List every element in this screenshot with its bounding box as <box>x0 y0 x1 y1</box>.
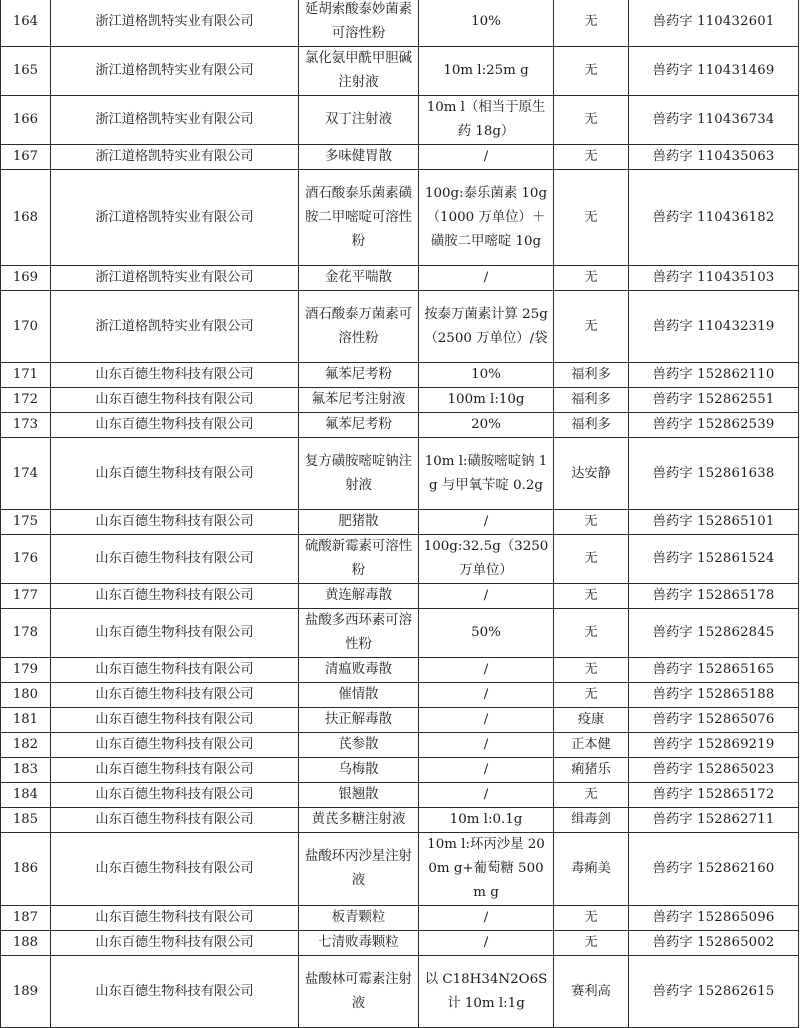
company-name: 山东百德生物科技有限公司 <box>51 510 299 535</box>
row-number: 173 <box>1 413 51 438</box>
table-row <box>1 584 799 609</box>
row-number: 177 <box>1 584 51 609</box>
company-name: 山东百德生物科技有限公司 <box>51 906 299 931</box>
table-row <box>1 266 799 291</box>
company-name: 浙江道格凯特实业有限公司 <box>51 145 299 170</box>
table-row <box>1 758 799 783</box>
product-name: 肥猪散 <box>299 510 419 535</box>
trade-name: 无 <box>554 0 629 47</box>
approval-number: 兽药字 152865101 <box>629 510 799 535</box>
row-number: 180 <box>1 683 51 708</box>
trade-name: 达安静 <box>554 438 629 510</box>
table-row <box>1 535 799 584</box>
product-name: 盐酸环丙沙星注射液 <box>299 833 419 906</box>
product-spec: 以 C18H34N2O6S 计 10m l:1g <box>419 956 554 1028</box>
product-name: 酒石酸泰乐菌素磺胺二甲嘧啶可溶性粉 <box>299 170 419 266</box>
table-row <box>1 413 799 438</box>
product-spec: 100m l:10g <box>419 388 554 413</box>
approval-number: 兽药字 152862711 <box>629 808 799 833</box>
table-row <box>1 658 799 683</box>
product-name: 催情散 <box>299 683 419 708</box>
company-name: 浙江道格凯特实业有限公司 <box>51 291 299 363</box>
table-row <box>1 906 799 931</box>
company-name: 山东百德生物科技有限公司 <box>51 683 299 708</box>
company-name: 浙江道格凯特实业有限公司 <box>51 0 299 47</box>
approval-number: 兽药字 110435063 <box>629 145 799 170</box>
row-number: 181 <box>1 708 51 733</box>
table-row <box>1 733 799 758</box>
product-name: 双丁注射液 <box>299 96 419 145</box>
company-name: 山东百德生物科技有限公司 <box>51 758 299 783</box>
product-name: 酒石酸泰万菌素可溶性粉 <box>299 291 419 363</box>
approval-number: 兽药字 152862110 <box>629 363 799 388</box>
company-name: 山东百德生物科技有限公司 <box>51 808 299 833</box>
trade-name: 无 <box>554 266 629 291</box>
table-row <box>1 47 799 96</box>
product-name: 复方磺胺嘧啶钠注射液 <box>299 438 419 510</box>
table-row <box>1 96 799 145</box>
approval-number: 兽药字 110432319 <box>629 291 799 363</box>
product-spec: / <box>419 758 554 783</box>
table-body <box>1 0 799 1028</box>
approval-number: 兽药字 110432601 <box>629 0 799 47</box>
row-number: 176 <box>1 535 51 584</box>
company-name: 浙江道格凯特实业有限公司 <box>51 96 299 145</box>
product-name: 盐酸林可霉素注射液 <box>299 956 419 1028</box>
approval-number: 兽药字 152865002 <box>629 931 799 956</box>
approval-number: 兽药字 152865178 <box>629 584 799 609</box>
product-name: 氯化氨甲酰甲胆碱注射液 <box>299 47 419 96</box>
product-spec: 10m l:环丙沙星 200m g+葡萄糖 500m g <box>419 833 554 906</box>
table-row <box>1 510 799 535</box>
trade-name: 无 <box>554 683 629 708</box>
company-name: 山东百德生物科技有限公司 <box>51 783 299 808</box>
approval-number: 兽药字 152865172 <box>629 783 799 808</box>
approval-number: 兽药字 152865076 <box>629 708 799 733</box>
approval-number: 兽药字 152865188 <box>629 683 799 708</box>
company-name: 山东百德生物科技有限公司 <box>51 584 299 609</box>
row-number: 164 <box>1 0 51 47</box>
company-name: 浙江道格凯特实业有限公司 <box>51 266 299 291</box>
product-spec: 50% <box>419 609 554 658</box>
product-name: 黄连解毒散 <box>299 584 419 609</box>
company-name: 山东百德生物科技有限公司 <box>51 658 299 683</box>
product-name: 银翘散 <box>299 783 419 808</box>
company-name: 山东百德生物科技有限公司 <box>51 438 299 510</box>
product-name: 氟苯尼考注射液 <box>299 388 419 413</box>
row-number: 174 <box>1 438 51 510</box>
trade-name: 无 <box>554 170 629 266</box>
product-name: 延胡索酸泰妙菌素可溶性粉 <box>299 0 419 47</box>
row-number: 185 <box>1 808 51 833</box>
row-number: 184 <box>1 783 51 808</box>
row-number: 175 <box>1 510 51 535</box>
product-spec: / <box>419 145 554 170</box>
trade-name: 无 <box>554 609 629 658</box>
approval-number: 兽药字 152862615 <box>629 956 799 1028</box>
company-name: 山东百德生物科技有限公司 <box>51 363 299 388</box>
approval-number: 兽药字 152865165 <box>629 658 799 683</box>
trade-name: 无 <box>554 658 629 683</box>
product-spec: 10% <box>419 363 554 388</box>
approval-number: 兽药字 110436734 <box>629 96 799 145</box>
product-name: 芪参散 <box>299 733 419 758</box>
product-name: 扶正解毒散 <box>299 708 419 733</box>
product-name: 硫酸新霉素可溶性粉 <box>299 535 419 584</box>
product-spec: 20% <box>419 413 554 438</box>
approval-number: 兽药字 110436182 <box>629 170 799 266</box>
company-name: 浙江道格凯特实业有限公司 <box>51 170 299 266</box>
row-number: 186 <box>1 833 51 906</box>
product-spec: 按泰万菌素计算 25g（2500 万单位）/袋 <box>419 291 554 363</box>
approval-number: 兽药字 152862539 <box>629 413 799 438</box>
product-spec: 10m l:磺胺嘧啶钠 1g 与甲氧苄啶 0.2g <box>419 438 554 510</box>
company-name: 山东百德生物科技有限公司 <box>51 609 299 658</box>
product-name: 板青颗粒 <box>299 906 419 931</box>
product-name: 乌梅散 <box>299 758 419 783</box>
company-name: 浙江道格凯特实业有限公司 <box>51 47 299 96</box>
approval-number: 兽药字 152861524 <box>629 535 799 584</box>
approval-number: 兽药字 152862160 <box>629 833 799 906</box>
row-number: 171 <box>1 363 51 388</box>
company-name: 山东百德生物科技有限公司 <box>51 388 299 413</box>
company-name: 山东百德生物科技有限公司 <box>51 833 299 906</box>
row-number: 165 <box>1 47 51 96</box>
approval-number: 兽药字 152865023 <box>629 758 799 783</box>
trade-name: 福利多 <box>554 413 629 438</box>
row-number: 178 <box>1 609 51 658</box>
product-name: 七清败毒颗粒 <box>299 931 419 956</box>
trade-name: 毒痢美 <box>554 833 629 906</box>
table-row <box>1 291 799 363</box>
approval-number: 兽药字 110435103 <box>629 266 799 291</box>
product-spec: / <box>419 931 554 956</box>
row-number: 167 <box>1 145 51 170</box>
table-row <box>1 170 799 266</box>
product-name: 金花平喘散 <box>299 266 419 291</box>
row-number: 169 <box>1 266 51 291</box>
company-name: 山东百德生物科技有限公司 <box>51 708 299 733</box>
trade-name: 无 <box>554 145 629 170</box>
product-name: 清瘟败毒散 <box>299 658 419 683</box>
row-number: 170 <box>1 291 51 363</box>
trade-name: 无 <box>554 510 629 535</box>
company-name: 山东百德生物科技有限公司 <box>51 931 299 956</box>
trade-name: 无 <box>554 47 629 96</box>
approval-number: 兽药字 152861638 <box>629 438 799 510</box>
row-number: 189 <box>1 956 51 1028</box>
trade-name: 福利多 <box>554 388 629 413</box>
product-name: 盐酸多西环素可溶性粉 <box>299 609 419 658</box>
product-spec: 10m l:0.1g <box>419 808 554 833</box>
table-row <box>1 145 799 170</box>
trade-name: 无 <box>554 783 629 808</box>
trade-name: 痢猪乐 <box>554 758 629 783</box>
product-spec: / <box>419 733 554 758</box>
company-name: 山东百德生物科技有限公司 <box>51 535 299 584</box>
table-row <box>1 708 799 733</box>
row-number: 187 <box>1 906 51 931</box>
company-name: 山东百德生物科技有限公司 <box>51 956 299 1028</box>
product-spec: / <box>419 906 554 931</box>
product-spec: / <box>419 783 554 808</box>
row-number: 168 <box>1 170 51 266</box>
row-number: 188 <box>1 931 51 956</box>
approval-number: 兽药字 152862551 <box>629 388 799 413</box>
table-row <box>1 956 799 1028</box>
table-row <box>1 931 799 956</box>
product-spec: / <box>419 266 554 291</box>
product-spec: / <box>419 510 554 535</box>
product-spec: / <box>419 584 554 609</box>
product-name: 黄芪多糖注射液 <box>299 808 419 833</box>
product-name: 氟苯尼考粉 <box>299 363 419 388</box>
table-row <box>1 363 799 388</box>
row-number: 166 <box>1 96 51 145</box>
product-spec: / <box>419 658 554 683</box>
table-row <box>1 609 799 658</box>
trade-name: 赛利高 <box>554 956 629 1028</box>
product-spec: 10% <box>419 0 554 47</box>
trade-name: 福利多 <box>554 363 629 388</box>
approval-number: 兽药字 110431469 <box>629 47 799 96</box>
table-row <box>1 388 799 413</box>
trade-name: 无 <box>554 584 629 609</box>
trade-name: 无 <box>554 96 629 145</box>
trade-name: 无 <box>554 931 629 956</box>
product-spec: / <box>419 683 554 708</box>
product-name: 氟苯尼考粉 <box>299 413 419 438</box>
trade-name: 缉毒剑 <box>554 808 629 833</box>
table-row <box>1 833 799 906</box>
row-number: 179 <box>1 658 51 683</box>
company-name: 山东百德生物科技有限公司 <box>51 733 299 758</box>
approval-number: 兽药字 152862845 <box>629 609 799 658</box>
trade-name: 无 <box>554 291 629 363</box>
approval-number: 兽药字 152869219 <box>629 733 799 758</box>
trade-name: 疫康 <box>554 708 629 733</box>
table-row <box>1 783 799 808</box>
product-spec: / <box>419 708 554 733</box>
table-row <box>1 438 799 510</box>
row-number: 172 <box>1 388 51 413</box>
table-row <box>1 683 799 708</box>
product-spec: 100g:32.5g（3250 万单位） <box>419 535 554 584</box>
product-spec: 10m l:25m g <box>419 47 554 96</box>
approval-number: 兽药字 152865096 <box>629 906 799 931</box>
trade-name: 无 <box>554 535 629 584</box>
company-name: 山东百德生物科技有限公司 <box>51 413 299 438</box>
row-number: 182 <box>1 733 51 758</box>
product-name: 多味健胃散 <box>299 145 419 170</box>
product-spec: 100g:泰乐菌素 10g（1000 万单位）＋磺胺二甲嘧啶 10g <box>419 170 554 266</box>
table-row <box>1 808 799 833</box>
product-spec: 10m l（相当于原生药 18g） <box>419 96 554 145</box>
table-row <box>1 0 799 47</box>
row-number: 183 <box>1 758 51 783</box>
trade-name: 正本健 <box>554 733 629 758</box>
trade-name: 无 <box>554 906 629 931</box>
